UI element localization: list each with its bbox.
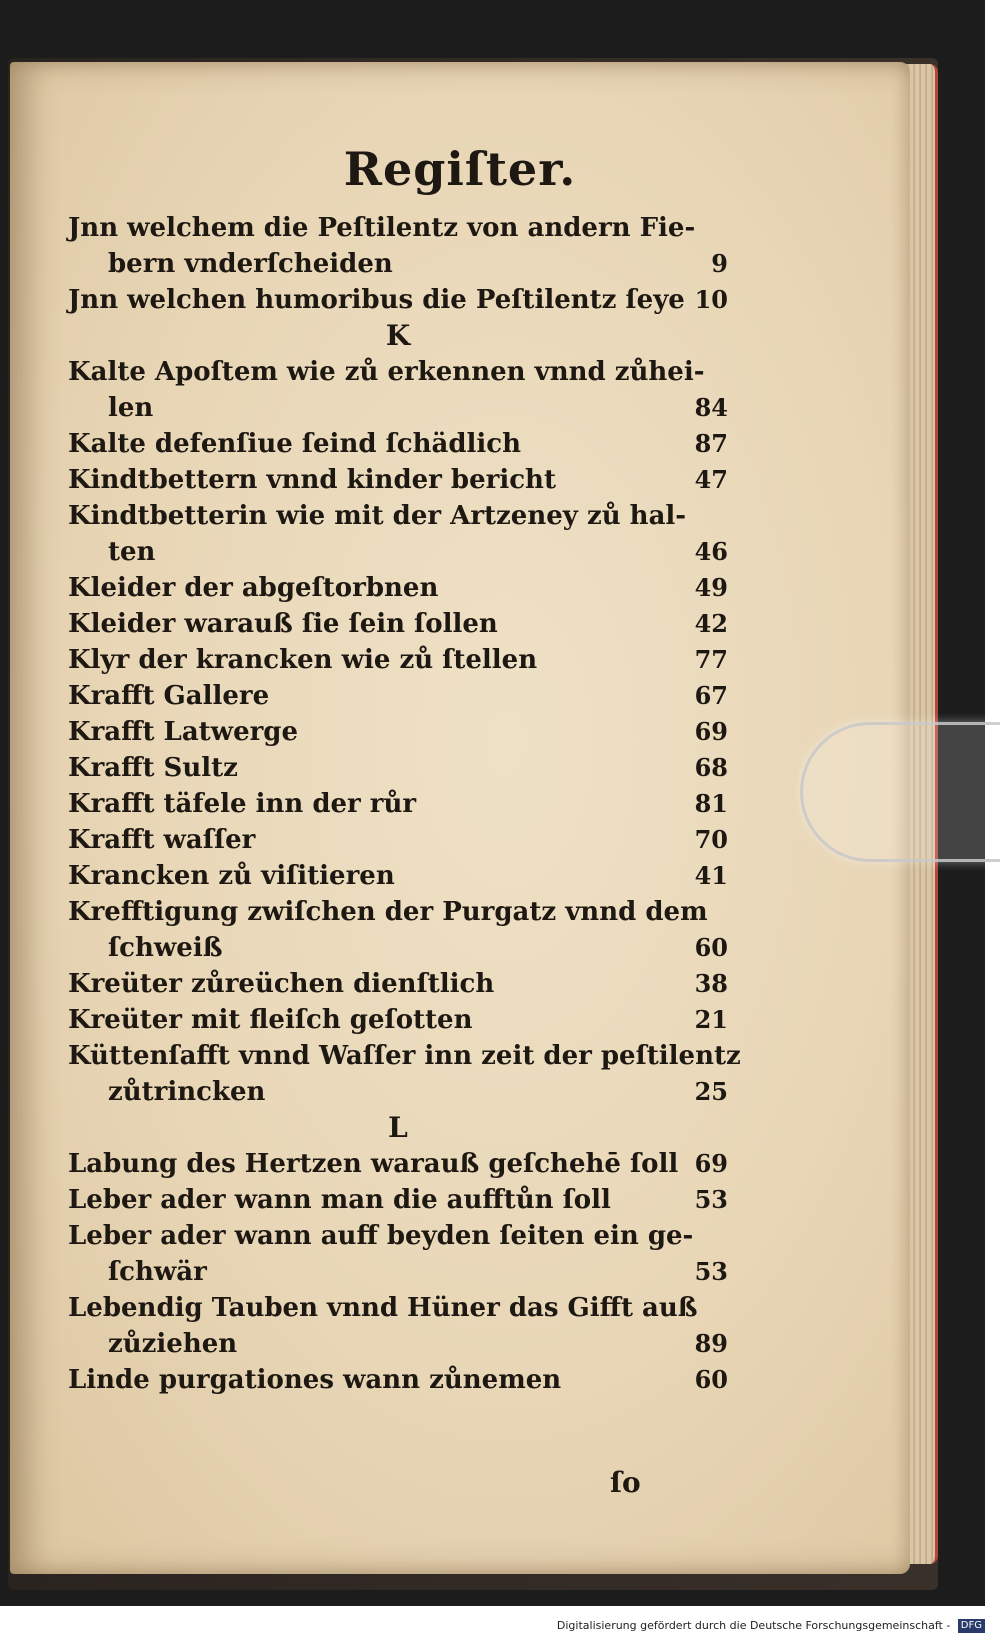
entry-page-number: 68 — [694, 753, 728, 782]
entry-page-number: 60 — [694, 933, 728, 962]
register-entry — [68, 1290, 728, 1326]
register-entry — [68, 822, 728, 858]
entry-text: Kreüter zůreüchen dienſtlich — [68, 969, 495, 999]
entry-page-number: 81 — [694, 789, 728, 818]
section-letter: K — [385, 319, 411, 352]
register-entry — [68, 462, 728, 498]
entry-text: Krafft Gallere — [68, 681, 270, 711]
entry-text: Linde purgationes wann zůnemen — [68, 1365, 562, 1395]
register-entry — [68, 858, 728, 894]
entry-text: Kleider der abgeſtorbnen — [68, 573, 439, 603]
entry-text: Kindtbettern vnnd kinder bericht — [68, 465, 556, 495]
register-entry — [68, 930, 728, 966]
entry-text: Kindtbetterin wie mit der Artzeney zů hal- — [68, 501, 687, 531]
entry-text: Leber ader wann auff beyden ſeiten ein ge- — [68, 1221, 694, 1251]
register-entry — [68, 1146, 728, 1182]
register-entry — [68, 678, 728, 714]
entry-text: zůziehen — [108, 1329, 238, 1359]
register-entry — [68, 642, 728, 678]
register-entry — [68, 894, 728, 930]
entry-text: Lebendig Tauben vnnd Hüner das Gifft auß — [68, 1293, 698, 1323]
entry-page-number: 46 — [694, 537, 728, 566]
entry-page-number: 89 — [694, 1329, 728, 1358]
entry-text: Küttenſafft vnnd Waſſer inn zeit der peſtilentz — [68, 1041, 741, 1071]
register-entry — [68, 210, 728, 246]
register-entry — [68, 354, 728, 390]
entry-text: Kreüter mit fleiſch geſotten — [68, 1005, 473, 1035]
entry-text: Labung des Hertzen warauß geſchehē ſoll — [68, 1149, 679, 1179]
register-entry — [68, 498, 728, 534]
register-entry — [68, 1074, 728, 1110]
register-entry — [68, 1362, 728, 1398]
register-entry — [68, 786, 728, 822]
entry-text: Leber ader wann man die aufftůn ſoll — [68, 1185, 611, 1215]
register-entry — [68, 1182, 728, 1218]
entry-text: Krafft waſſer — [68, 825, 256, 855]
entry-text: Krancken zů viſitieren — [68, 861, 395, 891]
register-entry — [68, 1326, 728, 1362]
entry-page-number: 9 — [711, 249, 728, 278]
entry-page-number: 67 — [694, 681, 728, 710]
entry-text: Kleider warauß ſie ſein ſollen — [68, 609, 498, 639]
entry-page-number: 25 — [694, 1077, 728, 1106]
entry-page-number: 87 — [694, 429, 728, 458]
register-entry — [68, 534, 728, 570]
register-entry — [68, 570, 728, 606]
register-entry — [68, 966, 728, 1002]
entry-page-number: 42 — [694, 609, 728, 638]
entry-text: zůtrincken — [108, 1077, 266, 1107]
entry-page-number: 60 — [694, 1365, 728, 1394]
entry-page-number: 47 — [694, 465, 728, 494]
section-letter: L — [388, 1111, 408, 1144]
entry-page-number: 41 — [694, 861, 728, 890]
digitization-footer — [0, 1614, 985, 1638]
entry-text: ſchweiß — [108, 933, 223, 963]
entry-page-number: 84 — [694, 393, 728, 422]
entry-page-number: 69 — [694, 1149, 728, 1178]
entry-text: ſchwär — [108, 1257, 207, 1287]
footer-credit: Digitalisierung gefördert durch die Deutsche Forschungsgemeinschaft - — [556, 1619, 951, 1632]
magnifier-glass — [800, 722, 1000, 862]
entry-text: bern vnderſcheiden — [108, 249, 393, 279]
register-entry — [68, 246, 728, 282]
entry-text: Kalte Apoſtem wie zů erkennen vnnd zůhei- — [68, 357, 705, 387]
register-entry — [68, 390, 728, 426]
register-entry — [68, 282, 728, 318]
entry-page-number: 10 — [694, 285, 728, 314]
register-entry — [68, 1254, 728, 1290]
register-entry — [68, 1038, 741, 1074]
page-heading: Regiſter. — [343, 142, 577, 196]
entry-page-number: 21 — [694, 1005, 728, 1034]
register-entry — [68, 1218, 728, 1254]
entry-page-number: 77 — [694, 645, 728, 674]
entry-text: Krefftigung zwiſchen der Purgatz vnnd dem — [68, 897, 708, 927]
register-entry — [68, 426, 728, 462]
entry-page-number: 53 — [694, 1185, 728, 1214]
entry-page-number: 53 — [694, 1257, 728, 1286]
entry-text: Krafft täfele inn der růr — [68, 789, 417, 819]
catchword: ſo — [610, 1466, 641, 1499]
entry-page-number: 69 — [694, 717, 728, 746]
entry-page-number: 38 — [694, 969, 728, 998]
register-entry — [68, 750, 728, 786]
entry-text: Klyr der krancken wie zů ſtellen — [68, 645, 538, 675]
entry-text: ten — [108, 537, 156, 567]
entry-text: Jnn welchen humoribus die Peſtilentz ſeye — [68, 285, 685, 315]
entry-text: Jnn welchem die Peſtilentz von andern Fie- — [68, 213, 696, 243]
entry-text: Kalte defenſiue ſeind ſchädlich — [68, 429, 522, 459]
entry-text: Krafft Sultz — [68, 753, 238, 783]
register-entry — [68, 714, 728, 750]
dfg-logo: DFG — [958, 1619, 985, 1633]
entry-text: Krafft Latwerge — [68, 717, 299, 747]
entry-page-number: 49 — [694, 573, 728, 602]
entry-page-number: 70 — [694, 825, 728, 854]
register-entry — [68, 606, 728, 642]
register-entries — [68, 210, 741, 1398]
register-entry — [68, 1002, 728, 1038]
entry-text: len — [108, 393, 154, 423]
book-page — [10, 62, 910, 1574]
